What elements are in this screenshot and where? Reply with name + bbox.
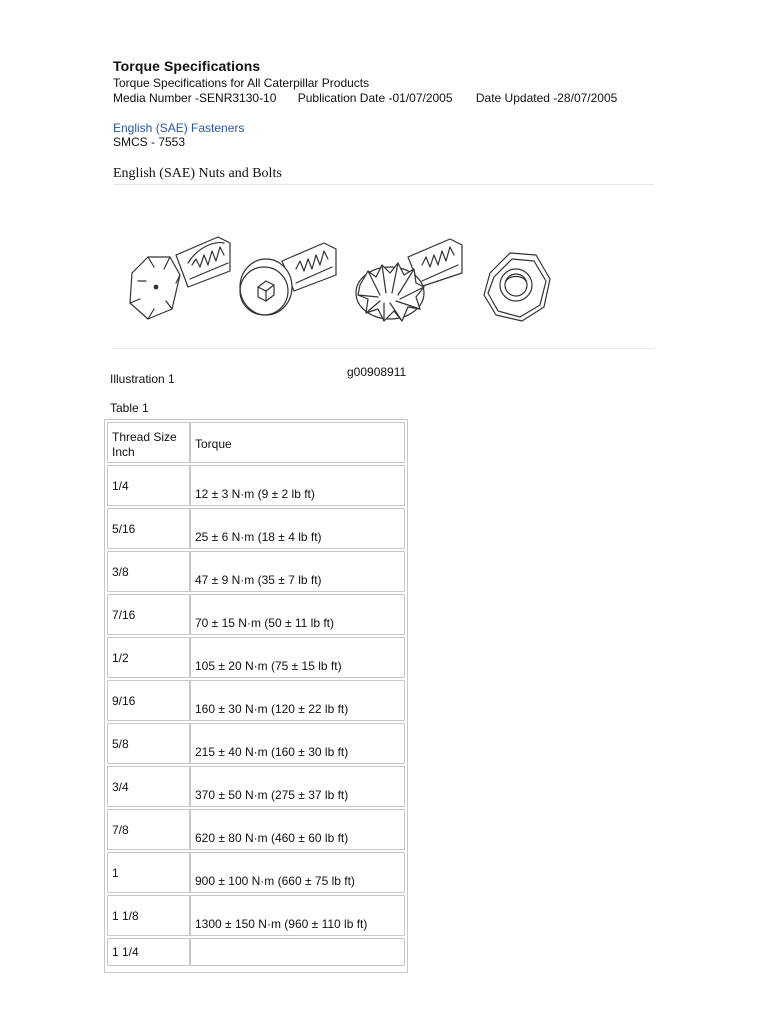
document-subtitle: Torque Specifications for All Caterpillar Products [113,76,370,90]
media-number: Media Number -SENR3130-10 [113,91,277,105]
table-row-torque: 370 ± 50 N·m (275 ± 37 lb ft) [190,766,405,807]
header-thread-size-line2: Inch [112,445,135,459]
table-row-size: 1 [107,852,190,893]
document-meta [113,91,617,105]
table-header-torque [190,422,405,463]
header-thread-size-line1: Thread Size [112,430,177,444]
fasteners-illustration [118,225,568,337]
table-row-size: 3/4 [107,766,190,807]
table-row-size: 7/16 [107,594,190,635]
divider-bottom [113,348,654,349]
table-row-torque: 900 ± 100 N·m (660 ± 75 lb ft) [190,852,405,893]
table-row-size: 1/4 [107,465,190,506]
table-row-size: 7/8 [107,809,190,850]
table-row-torque: 1300 ± 150 N·m (960 ± 110 lb ft) [190,895,405,936]
table-row-torque: 160 ± 30 N·m (120 ± 22 lb ft) [190,680,405,721]
hex-head-bolt-icon [130,237,230,319]
table-row-size: 1/2 [107,637,190,678]
table-row-torque: 105 ± 20 N·m (75 ± 15 lb ft) [190,637,405,678]
table-row-torque: 25 ± 6 N·m (18 ± 4 lb ft) [190,508,405,549]
section-link-english-fasteners[interactable]: English (SAE) Fasteners [113,121,245,135]
table-row-size: 9/16 [107,680,190,721]
illustration-code: g00908911 [347,365,407,379]
divider-top [113,184,654,185]
table-row-size: 3/8 [107,551,190,592]
table-row-torque [190,938,405,966]
table-row-torque: 70 ± 15 N·m (50 ± 11 lb ft) [190,594,405,635]
smcs-code: SMCS - 7553 [113,135,186,149]
hex-nut-icon [484,253,550,321]
table-row-size: 1 1/4 [107,938,190,966]
table-row-size: 1 1/8 [107,895,190,936]
table-label: Table 1 [110,401,149,415]
table-row-torque: 47 ± 9 N·m (35 ± 7 lb ft) [190,551,405,592]
table-row-torque: 620 ± 80 N·m (460 ± 60 lb ft) [190,809,405,850]
publication-date: Publication Date -01/07/2005 [297,91,453,105]
table-row-torque: 12 ± 3 N·m (9 ± 2 lb ft) [190,465,405,506]
document-title: Torque Specifications [113,58,261,74]
socket-head-bolt-icon [240,243,336,315]
header-torque-label: Torque [195,437,232,451]
table-row-torque: 215 ± 40 N·m (160 ± 30 lb ft) [190,723,405,764]
section-heading: English (SAE) Nuts and Bolts [113,166,282,181]
table-row-size: 5/8 [107,723,190,764]
torque-table [104,419,408,973]
table-row-size: 5/16 [107,508,190,549]
twelve-point-bolt-icon [356,239,462,321]
table-header-thread-size [107,422,190,463]
illustration-label: Illustration 1 [110,372,175,386]
date-updated: Date Updated -28/07/2005 [475,91,618,105]
